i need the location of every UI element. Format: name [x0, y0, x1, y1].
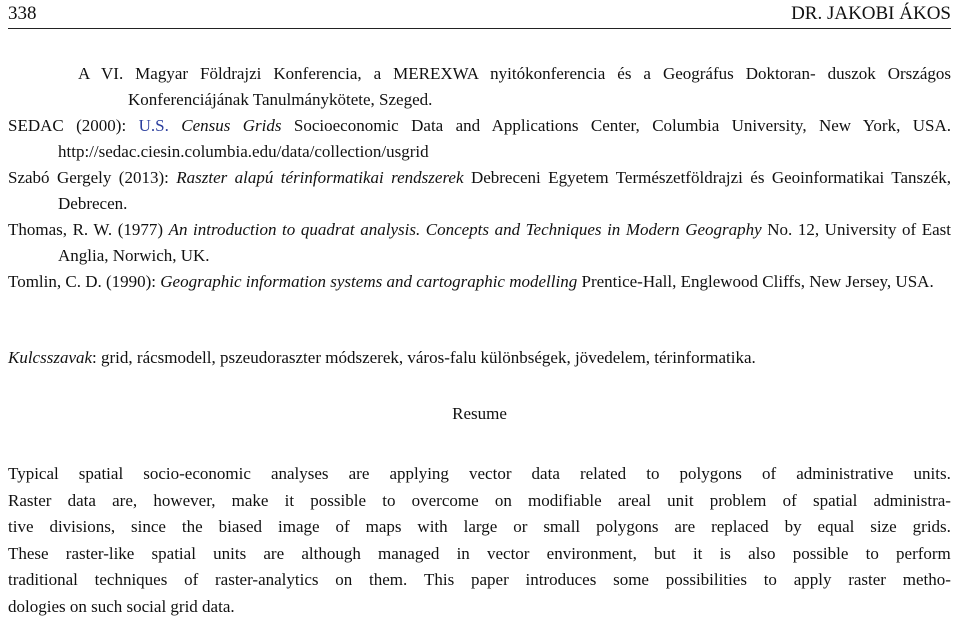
abstract-word: of — [184, 567, 198, 594]
abstract-word: spatial — [79, 461, 123, 488]
reference-title: Raszter alapú térinformatikai rendszerek — [176, 168, 471, 187]
reference-source: No. 12, University of East Anglia, Norwich, UK. — [58, 220, 951, 265]
reference-title: Geographic information systems and cartographic modelling — [160, 272, 581, 291]
abstract-word: paper — [471, 567, 509, 594]
abstract-word: possible — [310, 488, 366, 515]
abstract-word: are, — [112, 488, 137, 515]
abstract-word: units — [213, 541, 246, 568]
abstract-word: raster — [848, 567, 886, 594]
abstract-word: administra- — [874, 488, 951, 515]
abstract-word: but — [654, 541, 676, 568]
abstract-word: possibilities — [666, 567, 747, 594]
abstract-word: to — [382, 488, 395, 515]
page-number: 338 — [8, 3, 37, 25]
abstract-word: techniques — [95, 567, 168, 594]
abstract-word: to — [764, 567, 777, 594]
abstract-word: overcome — [412, 488, 479, 515]
abstract-word: areal — [618, 488, 651, 515]
reference-text: A VI. Magyar Földrajzi Konferencia, a MEREXWA nyitókonferencia és a Geográfus Doktoran- duszok Országos Konferenciájának Tanulmánykötete, Szeged. — [78, 64, 951, 109]
reference-entry — [8, 269, 951, 295]
abstract-word: applying — [389, 461, 449, 488]
abstract-word: data — [68, 488, 96, 515]
reference-title: An introduction to quadrat analysis. Concepts and Techniques in Modern Geography — [169, 220, 768, 239]
abstract-word: of — [783, 488, 797, 515]
abstract-word: are — [349, 461, 370, 488]
abstract-word: data — [532, 461, 560, 488]
abstract-word: spatial — [152, 541, 196, 568]
abstract-word: Raster — [8, 488, 51, 515]
running-head-author: DR. JAKOBI ÁKOS — [791, 3, 951, 25]
abstract-word: are — [674, 514, 695, 541]
resume-abstract — [8, 461, 951, 620]
abstract-word: administrative — [796, 461, 893, 488]
abstract-word: size — [870, 514, 896, 541]
abstract-word: possible — [793, 541, 849, 568]
abstract-word: vector — [487, 541, 529, 568]
abstract-word: traditional — [8, 567, 78, 594]
abstract-word: to — [866, 541, 879, 568]
abstract-word: on — [335, 567, 352, 594]
abstract-word: by — [785, 514, 802, 541]
abstract-word: managed — [378, 541, 439, 568]
abstract-word: environment, — [547, 541, 637, 568]
abstract-word: introduces — [526, 567, 597, 594]
abstract-word: raster-analytics — [215, 567, 319, 594]
abstract-word: also — [748, 541, 775, 568]
abstract-word: equal — [818, 514, 855, 541]
reference-source: Debreceni Egyetem Természetföldrajzi és Geoinformatikai Tanszék, Debrecen. — [58, 168, 951, 213]
abstract-word: polygons — [596, 514, 658, 541]
abstract-word: small — [543, 514, 580, 541]
abstract-word: spatial — [813, 488, 857, 515]
reference-title: Census Grids — [181, 116, 294, 135]
reference-entry — [8, 113, 951, 165]
abstract-word: socio-economic — [143, 461, 251, 488]
abstract-word: the — [182, 514, 203, 541]
abstract-word: although — [301, 541, 361, 568]
abstract-word: unit — [667, 488, 693, 515]
abstract-word: is — [720, 541, 731, 568]
resume-heading: Resume — [0, 404, 959, 424]
reference-link-text[interactable]: U.S. — [139, 116, 182, 135]
abstract-word: in — [457, 541, 470, 568]
abstract-word: make — [232, 488, 269, 515]
abstract-word: divisions, — [49, 514, 115, 541]
abstract-line — [8, 488, 951, 515]
abstract-word: since — [131, 514, 166, 541]
abstract-word: problem — [710, 488, 767, 515]
abstract-line: dologies on such social grid data. — [8, 594, 951, 620]
abstract-word: with — [417, 514, 447, 541]
keywords-label: Kulcsszavak — [8, 348, 92, 367]
reference-source: Prentice-Hall, Englewood Cliffs, New Jersey, USA. — [581, 272, 933, 291]
abstract-word: of — [335, 514, 349, 541]
abstract-word: biased — [219, 514, 262, 541]
abstract-line — [8, 514, 951, 541]
abstract-word: or — [513, 514, 527, 541]
abstract-line — [8, 567, 951, 594]
abstract-word: image — [278, 514, 320, 541]
abstract-word: replaced — [711, 514, 769, 541]
abstract-word: it — [285, 488, 294, 515]
keywords-paragraph — [8, 345, 951, 371]
reference-entry — [8, 165, 951, 217]
abstract-word: it — [693, 541, 702, 568]
abstract-word: These — [8, 541, 49, 568]
abstract-word: to — [646, 461, 659, 488]
abstract-line — [8, 541, 951, 568]
reference-entry — [8, 217, 951, 269]
abstract-word: Typical — [8, 461, 59, 488]
abstract-word: metho- — [903, 567, 951, 594]
abstract-word: vector — [469, 461, 511, 488]
abstract-word: units. — [914, 461, 951, 488]
abstract-word: are — [263, 541, 284, 568]
abstract-word: however, — [153, 488, 215, 515]
abstract-word: tive — [8, 514, 34, 541]
abstract-word: analyses — [271, 461, 329, 488]
reference-author: Szabó Gergely (2013): — [8, 168, 176, 187]
references-list — [8, 61, 951, 295]
abstract-word: maps — [366, 514, 402, 541]
abstract-word: perform — [896, 541, 951, 568]
abstract-word: large — [464, 514, 498, 541]
abstract-word: polygons — [680, 461, 742, 488]
abstract-word: some — [613, 567, 649, 594]
abstract-word: on — [495, 488, 512, 515]
abstract-word: apply — [794, 567, 832, 594]
reference-author: Tomlin, C. D. (1990): — [8, 272, 160, 291]
page-header — [8, 2, 951, 29]
abstract-word: This — [424, 567, 454, 594]
abstract-word: related — [580, 461, 626, 488]
reference-author: Thomas, R. W. (1977) — [8, 220, 169, 239]
abstract-word: of — [762, 461, 776, 488]
reference-author: SEDAC (2000): — [8, 116, 139, 135]
reference-source: Socioeconomic Data and Applications Center, Columbia University, New York, USA. http://sedac.ciesin.columbia.edu/data/collection/usgrid — [58, 116, 951, 161]
abstract-word: them. — [369, 567, 407, 594]
abstract-word: modifiable — [528, 488, 602, 515]
keywords-text: : grid, rácsmodell, pszeudoraszter módszerek, város-falu különbségek, jövedelem, térinformatika. — [92, 348, 756, 367]
abstract-word: raster-like — [66, 541, 135, 568]
abstract-line — [8, 461, 951, 488]
abstract-word: grids. — [913, 514, 951, 541]
reference-entry — [8, 61, 951, 113]
